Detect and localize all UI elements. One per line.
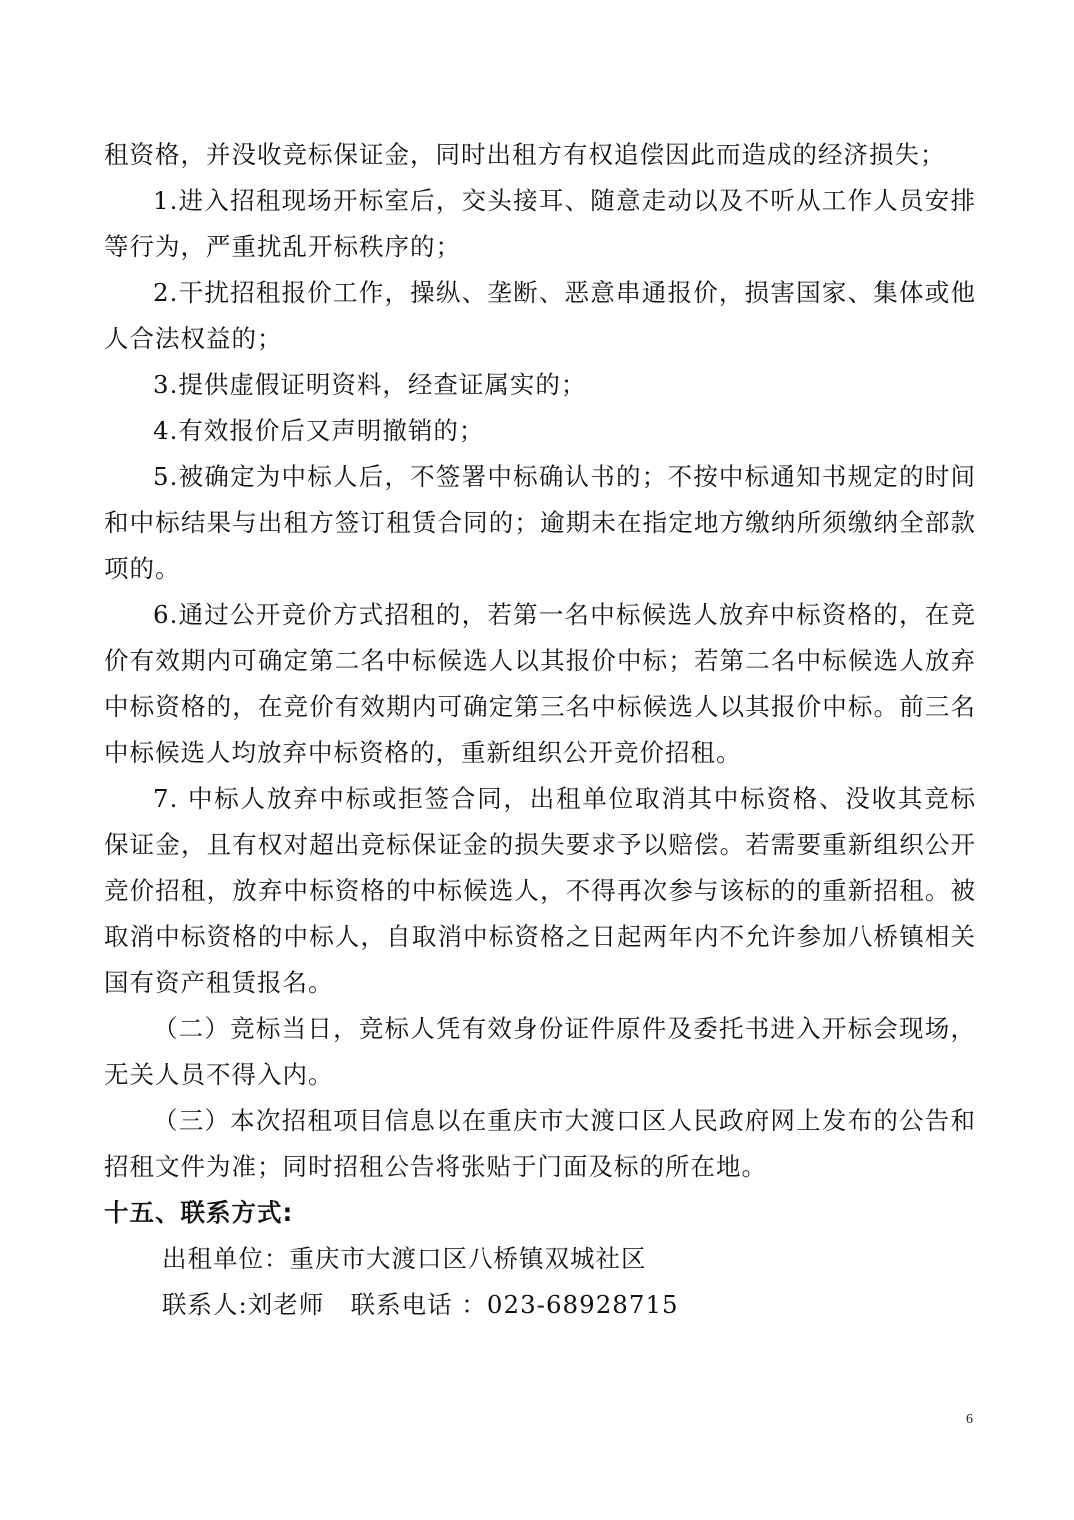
- paragraph-continuation: 租资格，并没收竞标保证金，同时出租方有权追偿因此而造成的经济损失；: [104, 140, 946, 169]
- page-number: 6: [966, 1412, 973, 1427]
- paragraph-item-4: 4.有效报价后又声明撤销的；: [153, 416, 485, 445]
- paragraph-section-2: （二）竞标当日，竞标人凭有效身份证件原件及委托书进入开标会现场，无关人员不得入内。: [104, 1014, 976, 1089]
- paragraph-item-5: 5.被确定为中标人后，不签署中标确认书的；不按中标通知书规定的时间和中标结果与出租方签订租赁合同的；逾期未在指定地方缴纳所须缴纳全部款项的。: [104, 462, 976, 583]
- paragraph-section-3: （三）本次招租项目信息以在重庆市大渡口区人民政府网上发布的公告和招租文件为准；同时招租公告将张贴于门面及标的所在地。: [104, 1106, 976, 1181]
- paragraph-item-6: 6.通过公开竞价方式招租的，若第一名中标候选人放弃中标资格的，在竞价有效期内可确定第二名中标候选人以其报价中标；若第二名中标候选人放弃中标资格的，在竞价有效期内可确定第三名中标候选人以其报价中标。前三名中标候选人均放弃中标资格的，重新组织公开竞价招租。: [104, 600, 976, 767]
- body-text: [104, 132, 976, 1328]
- paragraph-item-7: 7. 中标人放弃中标或拒签合同，出租单位取消其中标资格、没收其竞标保证金，且有权对超出竞标保证金的损失要求予以赔偿。若需要重新组织公开竞价招租，放弃中标资格的中标候选人，不得再次参与该标的的重新招租。被取消中标资格的中标人，自取消中标资格之日起两年内不允许参加八桥镇相关国有资产租赁报名。: [104, 784, 976, 997]
- paragraph-item-2: 2.干扰招租报价工作，操纵、垄断、恶意串通报价，损害国家、集体或他人合法权益的；: [104, 278, 976, 353]
- paragraph-item-1: 1.进入招租现场开标室后，交头接耳、随意走动以及不听从工作人员安排等行为，严重扰乱开标秩序的；: [104, 186, 976, 261]
- contact-lessor: 出租单位：重庆市大渡口区八桥镇双城社区: [162, 1244, 647, 1273]
- contact-person-phone: 联系人:刘老师 联系电话 ：023-68928715: [162, 1290, 679, 1319]
- section-heading: 十五、联系方式:: [104, 1198, 294, 1227]
- paragraph-item-3: 3.提供虚假证明资料，经查证属实的；: [153, 370, 587, 399]
